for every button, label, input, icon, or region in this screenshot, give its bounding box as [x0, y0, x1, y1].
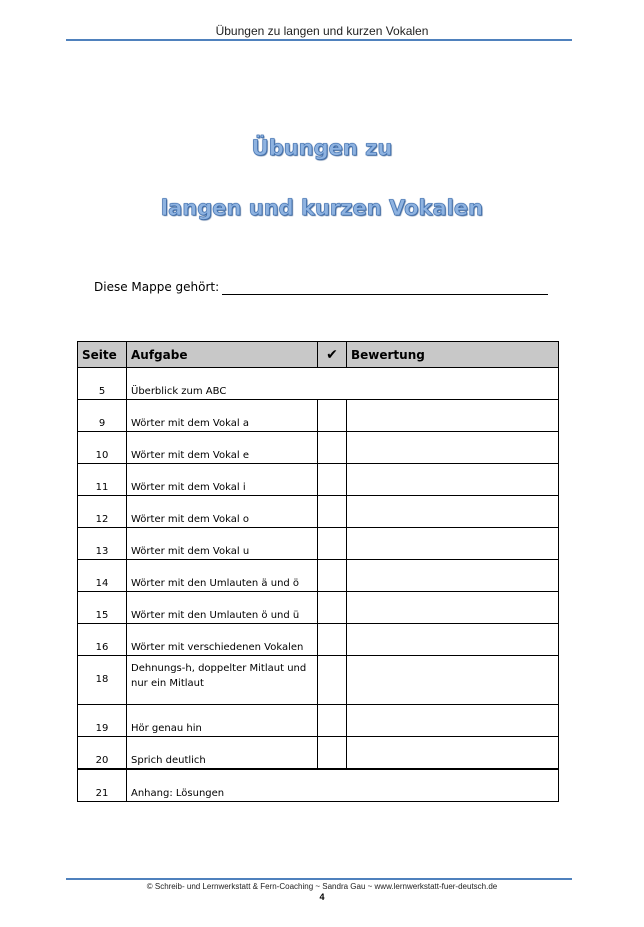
table-row	[78, 432, 559, 464]
row-rating-cell[interactable]	[347, 400, 559, 432]
table-row	[78, 737, 559, 770]
row-check-box[interactable]	[318, 464, 347, 496]
table-row	[78, 560, 559, 592]
row-page: 5	[78, 368, 127, 400]
row-rating-cell[interactable]	[347, 592, 559, 624]
table-row	[78, 656, 559, 705]
owner-label: Diese Mappe gehört:	[94, 280, 220, 294]
row-rating-cell[interactable]	[347, 528, 559, 560]
row-check-box[interactable]	[318, 432, 347, 464]
row-rating-cell[interactable]	[347, 705, 559, 737]
page-title	[0, 118, 644, 238]
checkmark-icon: ✔	[318, 342, 347, 368]
row-page: 13	[78, 528, 127, 560]
row-check-box[interactable]	[318, 705, 347, 737]
row-page: 14	[78, 560, 127, 592]
row-task: Wörter mit dem Vokal i	[127, 464, 318, 496]
row-task: Wörter mit dem Vokal o	[127, 496, 318, 528]
row-page: 16	[78, 624, 127, 656]
footer-divider	[66, 878, 572, 880]
row-rating-cell[interactable]	[347, 496, 559, 528]
row-task: Wörter mit verschiedenen Vokalen	[127, 624, 318, 656]
row-task: Wörter mit den Umlauten ö und ü	[127, 592, 318, 624]
row-check-box[interactable]	[318, 624, 347, 656]
table-row	[78, 528, 559, 560]
row-rating-cell[interactable]	[347, 432, 559, 464]
row-task: Wörter mit dem Vokal e	[127, 432, 318, 464]
header-divider	[66, 39, 572, 41]
row-page: 19	[78, 705, 127, 737]
row-check-box[interactable]	[318, 528, 347, 560]
table-row	[78, 464, 559, 496]
row-rating-cell[interactable]	[347, 624, 559, 656]
page-number: 4	[319, 892, 325, 902]
row-task: Wörter mit dem Vokal a	[127, 400, 318, 432]
row-check-box[interactable]	[318, 656, 347, 705]
title-line-1: Übungen zu	[251, 136, 393, 160]
row-task: Sprich deutlich	[127, 737, 318, 770]
row-page: 20	[78, 737, 127, 770]
row-task: Hör genau hin	[127, 705, 318, 737]
row-check-box[interactable]	[318, 592, 347, 624]
header-rating: Bewertung	[347, 342, 559, 368]
row-page: 15	[78, 592, 127, 624]
footer-copyright: © Schreib- und Lernwerkstatt & Fern-Coaching ~ Sandra Gau ~ www.lernwerkstatt-fuer-deutsch.de	[146, 882, 498, 891]
table-row	[78, 769, 559, 802]
row-task: Anhang: Lösungen	[127, 769, 559, 802]
row-rating-cell[interactable]	[347, 656, 559, 705]
table-header-row	[78, 342, 559, 368]
row-page: 11	[78, 464, 127, 496]
header-page: Seite	[78, 342, 127, 368]
table-row	[78, 705, 559, 737]
table-row	[78, 368, 559, 400]
row-page: 9	[78, 400, 127, 432]
row-check-box[interactable]	[318, 737, 347, 770]
table-row	[78, 496, 559, 528]
row-task: Überblick zum ABC	[127, 368, 559, 400]
row-rating-cell[interactable]	[347, 737, 559, 770]
table-row	[78, 624, 559, 656]
row-rating-cell[interactable]	[347, 560, 559, 592]
row-page: 12	[78, 496, 127, 528]
row-check-box[interactable]	[318, 560, 347, 592]
owner-name-line[interactable]	[222, 294, 548, 295]
task-table	[77, 341, 559, 802]
row-page: 18	[78, 656, 127, 705]
row-check-box[interactable]	[318, 400, 347, 432]
row-page: 21	[78, 769, 127, 802]
row-check-box[interactable]	[318, 496, 347, 528]
row-rating-cell[interactable]	[347, 464, 559, 496]
table-row	[78, 400, 559, 432]
header-task: Aufgabe	[127, 342, 318, 368]
row-page: 10	[78, 432, 127, 464]
title-line-2: langen und kurzen Vokalen	[160, 196, 484, 220]
row-task: Wörter mit dem Vokal u	[127, 528, 318, 560]
row-task: Dehnungs-h, doppelter Mitlaut und nur ein Mitlaut	[127, 656, 318, 705]
table-row	[78, 592, 559, 624]
row-task: Wörter mit den Umlauten ä und ö	[127, 560, 318, 592]
header-title: Übungen zu langen und kurzen Vokalen	[215, 24, 429, 38]
